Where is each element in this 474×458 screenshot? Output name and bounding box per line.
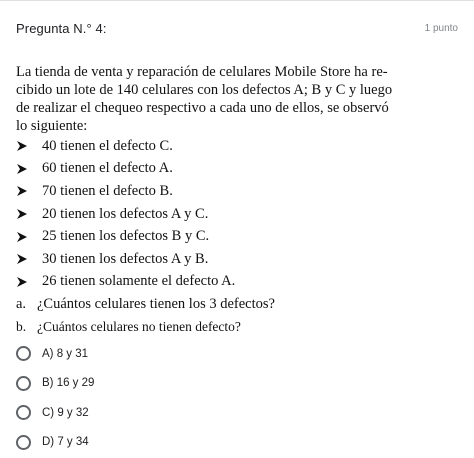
question-statement <box>16 63 396 135</box>
option-label: D) 7 y 34 <box>42 436 89 449</box>
answer-options <box>16 339 436 457</box>
facts-list <box>16 135 396 338</box>
fact-item <box>16 248 396 271</box>
radio-unchecked-icon[interactable] <box>16 435 31 450</box>
option-b[interactable] <box>16 369 436 399</box>
arrowhead-bullet-icon <box>16 163 28 175</box>
fact-text: 20 tienen los defectos A y C. <box>42 205 209 222</box>
fact-text: 25 tienen los defectos B y C. <box>42 228 210 245</box>
option-label: A) 8 y 31 <box>42 347 89 360</box>
fact-text: 40 tienen el defecto C. <box>42 137 173 154</box>
statement-line: de realizar el chequeo respectivo a cada uno de ellos, se observó <box>16 100 389 116</box>
option-c[interactable] <box>16 398 436 428</box>
arrowhead-bullet-icon <box>16 276 28 288</box>
fact-text: 30 tienen los defectos A y B. <box>42 250 209 267</box>
fact-item <box>16 203 396 226</box>
statement-line: cibido un lote de 140 celulares con los defectos A; B y C y luego <box>16 82 393 98</box>
subquestion-letter: a. <box>16 295 27 312</box>
arrowhead-bullet-icon <box>16 231 28 243</box>
option-label: B) 16 y 29 <box>42 377 95 390</box>
statement-line: lo siguiente: <box>16 118 88 134</box>
radio-unchecked-icon[interactable] <box>16 346 31 361</box>
fact-item <box>16 180 396 203</box>
points-label: 1 punto <box>424 23 458 34</box>
subquestion-b <box>16 316 396 339</box>
arrowhead-bullet-icon <box>16 253 28 265</box>
subquestion-a <box>16 293 396 316</box>
fact-item <box>16 225 396 248</box>
subquestion-letter: b. <box>16 319 27 335</box>
question-title: Pregunta N.° 4: <box>16 21 107 36</box>
question-header <box>16 21 458 41</box>
arrowhead-bullet-icon <box>16 140 28 152</box>
fact-text: 60 tienen el defecto A. <box>42 160 173 177</box>
option-d[interactable] <box>16 428 436 458</box>
arrowhead-bullet-icon <box>16 185 28 197</box>
statement-line: La tienda de venta y reparación de celulares Mobile Store ha re- <box>16 64 388 80</box>
option-a[interactable] <box>16 339 436 369</box>
option-label: C) 9 y 32 <box>42 406 89 419</box>
subquestion-text: ¿Cuántos celulares no tienen defecto? <box>37 319 241 335</box>
radio-unchecked-icon[interactable] <box>16 376 31 391</box>
radio-unchecked-icon[interactable] <box>16 405 31 420</box>
fact-item <box>16 271 396 294</box>
arrowhead-bullet-icon <box>16 208 28 220</box>
fact-text: 26 tienen solamente el defecto A. <box>42 273 236 290</box>
fact-text: 70 tienen el defecto B. <box>42 182 173 199</box>
fact-item <box>16 158 396 181</box>
subquestion-text: ¿Cuántos celulares tienen los 3 defectos? <box>37 295 275 312</box>
fact-item <box>16 135 396 158</box>
